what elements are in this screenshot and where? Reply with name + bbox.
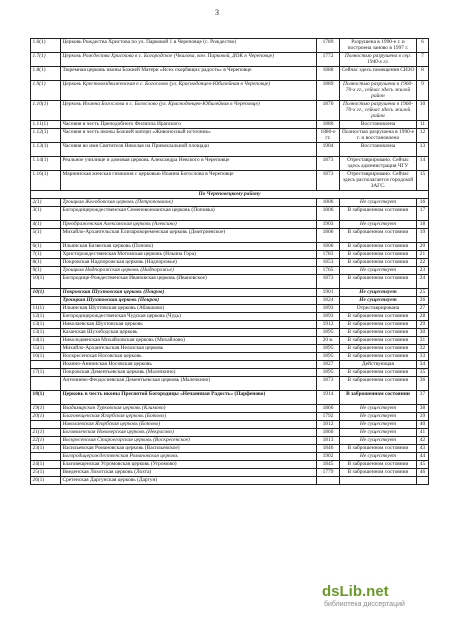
year-cell: 1779 [317,469,340,477]
row-number-cell: 1.13(1) [31,143,61,157]
row-number-cell: 21(1) [31,429,61,437]
year-cell: 1895 [317,329,340,337]
row-number-cell: 17(1) [31,369,61,377]
status-cell: Не существует [340,421,417,429]
row-number-cell [31,377,61,391]
index-cell: 18 [417,221,429,229]
church-name-cell: Церковь Иоанна Богослова в с. Богослово (ул. Краснодонцев-Юбилейная в Череповце) [61,101,317,121]
index-cell: 32 [417,345,429,353]
church-name-cell: Реальное училище и домовая церковь Александра Невского в Череповце [61,157,317,171]
table-row [31,207,429,221]
year-cell: 1873 [317,171,340,191]
church-name-cell: Богородицерождественская Семеновоеманская церковь (Поповка) [61,207,317,221]
table-row [31,39,429,53]
church-name-cell: Богородицерождественская Чудская церковь (Чудь) [61,313,317,321]
church-name-cell: Церковь в честь иконы Пресвятой Богородицы «Нечаянная Радость» (Парфеново) [61,391,317,405]
church-name-cell: Троицкая Надпорожская церковь (Надпорожье) [61,267,317,275]
year-cell: 1824 [317,297,340,305]
index-cell: 16 [417,199,429,207]
year-cell: 1893 [317,313,340,321]
index-cell: 39 [417,413,429,421]
row-number-cell: 1.12(1) [31,129,61,143]
church-name-cell: Троицкая Желобовская церковь (Петропочинок) [61,199,317,207]
year-cell: 1873 [317,157,340,171]
church-name-cell: Церковь Крестовоздвиженская в с. Богослово (ул. Краснодонцев-Юбилейная в Череповце) [61,81,317,101]
row-number-cell: 19(1) [31,405,61,413]
year-cell: 1806 [317,229,340,243]
row-number-cell: 9(1) [31,267,61,275]
table-row [31,345,429,353]
status-cell: В заброшенном состоянии [340,243,417,251]
church-name-cell: Николаевская Шухтовская церковь [61,321,317,329]
church-name-cell: Часовня в честь Преподобного Филиппа Ирапского [61,121,317,129]
row-number-cell: 1.8(1) [31,67,61,81]
index-cell: 33 [417,353,429,361]
index-cell: 6 [417,39,429,53]
watermark-logo: dsLib.net [322,583,389,600]
year-cell: 1880-е гг. [317,129,340,143]
year-cell: 1846 [317,445,340,453]
year-cell: 1895 [317,353,340,361]
status-cell: Не существует [340,199,417,207]
table-row [31,361,429,369]
year-cell: 1806 [317,243,340,251]
index-cell: 27 [417,305,429,313]
row-number-cell: 4(1) [31,221,61,229]
row-number-cell [31,297,61,305]
year-cell: 1827 [317,361,340,369]
index-cell: 26 [417,297,429,305]
index-cell: 42 [417,437,429,445]
watermark [322,583,442,613]
church-name-cell: Церковь Рождества Христова в с. Богородское (Чкалова, кон. Парковой, ДОК в Череповце) [61,53,317,67]
year-cell [317,477,340,485]
row-number-cell: 25(1) [31,469,61,477]
table-row [31,461,429,469]
status-cell: Отреставрировано. Сейчас здесь располагается городской ЗАГС. [340,171,417,191]
church-name-cell: Покровская Надпорожская церковь (Надпорожье) [61,259,317,267]
index-cell: 11 [417,121,429,129]
table-row [31,243,429,251]
church-name-cell: Казанская Шухободская церковь [61,329,317,337]
index-cell: 31 [417,337,429,345]
index-cell: 28 [417,313,429,321]
row-number-cell: 7(1) [31,251,61,259]
page-number: 3 [215,8,219,17]
row-number-cell: 1.14(1) [31,157,61,171]
church-name-cell: Преображенская Алексинская церковь (Алексино) [61,221,317,229]
table-row [31,445,429,453]
index-cell: 34 [417,361,429,369]
church-name-cell: Васильевская Романовская церковь (Васильевское) [61,445,317,453]
table-row [31,421,429,429]
table-row [31,267,429,275]
table-row [31,305,429,313]
status-cell: В заброшенном состоянии [340,445,417,453]
index-cell: 29 [417,321,429,329]
table-row [31,469,429,477]
year-cell: 1772 [317,53,340,67]
status-cell: В заброшенном состоянии [340,391,417,405]
row-number-cell: 23(1) [31,445,61,453]
row-number-cell: 13(1) [31,321,61,329]
church-name-cell: Часовня во имя Святителя Николая на Привокзальной площади [61,143,317,157]
year-cell: 1812 [317,421,340,429]
index-cell: 41 [417,429,429,437]
row-number-cell [31,361,61,369]
index-cell: 37 [417,391,429,405]
table-row [31,259,429,267]
row-number-cell: 14(1) [31,337,61,345]
table-row [31,171,429,191]
church-name-cell: Введенская Лохотская церковь (Лохта) [61,469,317,477]
status-cell: Не существует [340,453,417,461]
table-row [31,121,429,129]
row-number-cell: 22(1) [31,437,61,445]
index-cell: 23 [417,267,429,275]
status-cell: Не существует [340,297,417,305]
index-cell: 14 [417,157,429,171]
table-row [31,157,429,171]
church-name-cell: Сретенская Даргунская церковь (Даргун) [61,477,317,485]
index-cell [417,477,429,485]
year-cell: 1853 [317,259,340,267]
table-row [31,297,429,305]
status-cell: В заброшенном состоянии [340,251,417,259]
row-number-cell: 6(1) [31,243,61,251]
church-name-cell: Ильинская Бизвеская церковь (Попово) [61,243,317,251]
year-cell: 1901 [317,289,340,297]
church-name-cell: Николаевская Ягорбская церковь (Ботово) [61,421,317,429]
year-cell: 1860 [317,429,340,437]
row-number-cell: 18(1) [31,391,61,405]
year-cell: 1888 [317,67,340,81]
status-cell: Восстановлена [340,143,417,157]
year-cell: 1845 [317,461,340,469]
status-cell: Восстановлена [340,121,417,129]
row-number-cell: 1.6(1) [31,39,61,53]
index-cell: 35 [417,369,429,377]
table-row [31,329,429,337]
index-cell: 9 [417,81,429,101]
row-number-cell: 20(1) [31,413,61,421]
year-cell: 1813 [317,437,340,445]
status-cell: Отреставрировано. Сейчас здесь администрация ЧГУ [340,157,417,171]
church-name-cell: Христорождественская Мотомская церковь (Ильина Гора) [61,251,317,259]
status-cell: В заброшенном состоянии [340,469,417,477]
table-row [31,229,429,243]
church-name-cell: Воскресенская Староегорская церковь (Воскресенское) [61,437,317,445]
table-row [31,143,429,157]
table-row [31,413,429,421]
year-cell: 1806 [317,199,340,207]
row-number-cell: 10(1) [31,275,61,289]
row-number-cell: 10(1) [31,289,61,297]
status-cell: Разрушена в 1990-е г. и построена заново в 1997 г. [340,39,417,53]
index-cell: 36 [417,377,429,391]
table-row [31,377,429,391]
church-name-cell: Богородицерождественская Романовская церковь [61,453,317,461]
church-name-cell: Богородице-Рождественская Ивановская церковь (Ивановское) [61,275,317,289]
church-name-cell: Антониево-Феодосиевская Дементьевская церковь (Малечкино) [61,377,317,391]
status-cell: Не существует [340,413,417,421]
status-cell: В заброшенном состоянии [340,313,417,321]
row-number-cell: 8(1) [31,259,61,267]
church-name-cell: Иоанно-Аннинская Носовская церковь [61,361,317,369]
row-number-cell: 12(1) [31,313,61,321]
table-row [31,81,429,101]
church-name-cell: Часовня в честь иконы Божией матери «Живоносный источник» [61,129,317,143]
church-name-cell: Ильинская Шухтовская церковь (Абакшово) [61,305,317,313]
status-cell: Не существует [340,221,417,229]
row-number-cell: 1.11(1) [31,121,61,129]
year-cell: 1902 [317,453,340,461]
register-body [31,39,429,485]
index-cell: 44 [417,453,429,461]
year-cell: 1873 [317,275,340,289]
status-cell: В заброшенном состоянии [340,259,417,267]
table-row [31,221,429,229]
row-number-cell [31,421,61,429]
index-cell: 10 [417,101,429,121]
row-number-cell: 11(1) [31,305,61,313]
year-cell: 1912 [317,321,340,329]
index-cell: 40 [417,421,429,429]
year-cell: 20 в. [317,337,340,345]
status-cell: В заброшенном состоянии [340,345,417,353]
status-cell: Сейчас здесь помещения СИЗО [340,67,417,81]
year-cell: 1889 [317,81,340,101]
status-cell: Не существует [340,405,417,413]
row-number-cell [31,453,61,461]
table-row [31,321,429,329]
status-cell: В заброшенном состоянии [340,353,417,361]
year-cell: 1783 [317,251,340,259]
section-title: По Череповецкому району [31,191,429,199]
year-cell: 1895 [317,345,340,353]
status-cell: В заброшенном состоянии [340,275,417,289]
church-name-cell: Церковь Рождества Христова по ул. Парковой 1 в Череповце (с. Рождество) [61,39,317,53]
index-cell: 15 [417,171,429,191]
table-row [31,53,429,67]
index-cell: 19 [417,229,429,243]
status-cell: В заброшенном состоянии [340,329,417,337]
year-cell: 1870 [317,101,340,121]
church-name-cell: Благовещенская Ягорбская церковь (Ботово) [61,413,317,421]
status-cell: Полностью разрушена в сер. 1940-х гг. [340,53,417,67]
index-cell: 20 [417,243,429,251]
church-name-cell: Владимирская Турковская церковь (Климово) [61,405,317,413]
row-number-cell: 15(1) [31,345,61,353]
table-row [31,289,429,297]
status-cell: В заброшенном состоянии [340,207,417,221]
church-name-cell: Воскресенская Носовская церковь [61,353,317,361]
index-cell: 8 [417,67,429,81]
index-cell: 12 [417,129,429,143]
table-row [31,405,429,413]
status-cell: Не существует [340,429,417,437]
year-cell: 1903 [317,221,340,229]
index-cell: 46 [417,469,429,477]
index-cell: 7 [417,53,429,67]
year-cell: 1765 [317,267,340,275]
index-cell: 13 [417,143,429,157]
year-cell: 1893 [317,305,340,313]
table-row [31,437,429,445]
table-row [31,101,429,121]
watermark-subtitle: библиотека диссертаций [324,601,405,608]
year-cell: 1806 [317,207,340,221]
church-name-cell: Николодвенская Михайловская церковь (Михайлово) [61,337,317,345]
year-cell: 1866 [317,405,340,413]
index-cell: 45 [417,461,429,469]
table-row [31,477,429,485]
status-cell: Не существует [340,289,417,297]
status-cell: В заброшенном состоянии [340,321,417,329]
row-number-cell: 5(1) [31,229,61,243]
church-name-cell: Покровская Дементьевская церковь (Малечкино) [61,369,317,377]
church-name-cell: Мариинская женская гимназия с церковью Иоанна Богослова в Череповце [61,171,317,191]
row-number-cell: 24(1) [31,461,61,469]
church-name-cell: Покровская Шухтовская церковь (Покров) [61,289,317,297]
church-name-cell: Михайло-Архангельская Елизаровоременская церковь (Дмитриевское) [61,229,317,243]
table-row [31,353,429,361]
table-row [31,199,429,207]
church-name-cell: Троицкая Шухтовская церковь (Покров) [61,297,317,305]
status-cell: Действующая [340,361,417,369]
row-number-cell: 1.7(1) [31,53,61,67]
row-number-cell: 2(1) [31,199,61,207]
index-cell: 43 [417,445,429,453]
church-name-cell: Богоявленская Нововерская церковь (Некрасово) [61,429,317,437]
year-cell: 1873 [317,377,340,391]
row-number-cell: 1.10(1) [31,101,61,121]
table-row [31,337,429,345]
year-cell: 1789 [317,39,340,53]
status-cell: Не существует [340,267,417,275]
table-row [31,275,429,289]
status-cell: Не существует [340,437,417,445]
status-cell [340,477,417,485]
status-cell: В заброшенном состоянии [340,229,417,243]
year-cell: 1880 [317,121,340,129]
table-row [31,251,429,259]
row-number-cell: 1.16(1) [31,171,61,191]
index-cell: 21 [417,251,429,259]
row-number-cell: 1.9(1) [31,81,61,101]
church-name-cell: Благовещенская Угромовская церковь (Угромово) [61,461,317,469]
table-row [31,369,429,377]
row-number-cell: 16(1) [31,353,61,361]
status-cell: Полностью разрушена в 1960-70-х гг., сейчас здесь жилой район [340,101,417,121]
row-number-cell: 13(1) [31,329,61,337]
section-header-row [31,191,429,199]
status-cell: В заброшенном состоянии [340,337,417,345]
index-cell: 17 [417,207,429,221]
status-cell: В заброшенном состоянии [340,461,417,469]
status-cell: Полностью разрушена в 1960-70-х гг., сейчас здесь жилой район [340,81,417,101]
year-cell: 1914 [317,391,340,405]
table-row [31,313,429,321]
church-name-cell: Михайло-Архангельская Нелазская церковь [61,345,317,353]
church-name-cell: Тюремная церковь иконы Божией Матери «Всех скорбящих радость» в Череповце [61,67,317,81]
row-number-cell: 3(1) [31,207,61,221]
year-cell: 1904 [317,143,340,157]
table-row [31,129,429,143]
index-cell: 22 [417,259,429,267]
status-cell: Полностью разрушена в 1990-е г. и восстановлена [340,129,417,143]
index-cell: 30 [417,329,429,337]
status-cell: Отреставрирована [340,305,417,313]
status-cell: В заброшенном состоянии [340,377,417,391]
church-register-table [30,38,429,485]
year-cell: 1895 [317,369,340,377]
table-row [31,453,429,461]
index-cell: 38 [417,405,429,413]
year-cell: 1792 [317,413,340,421]
index-cell: 24 [417,275,429,289]
table-row [31,391,429,405]
index-cell: 25 [417,289,429,297]
table-row [31,67,429,81]
status-cell: В заброшенном состоянии [340,369,417,377]
row-number-cell: 26(1) [31,477,61,485]
table-row [31,429,429,437]
